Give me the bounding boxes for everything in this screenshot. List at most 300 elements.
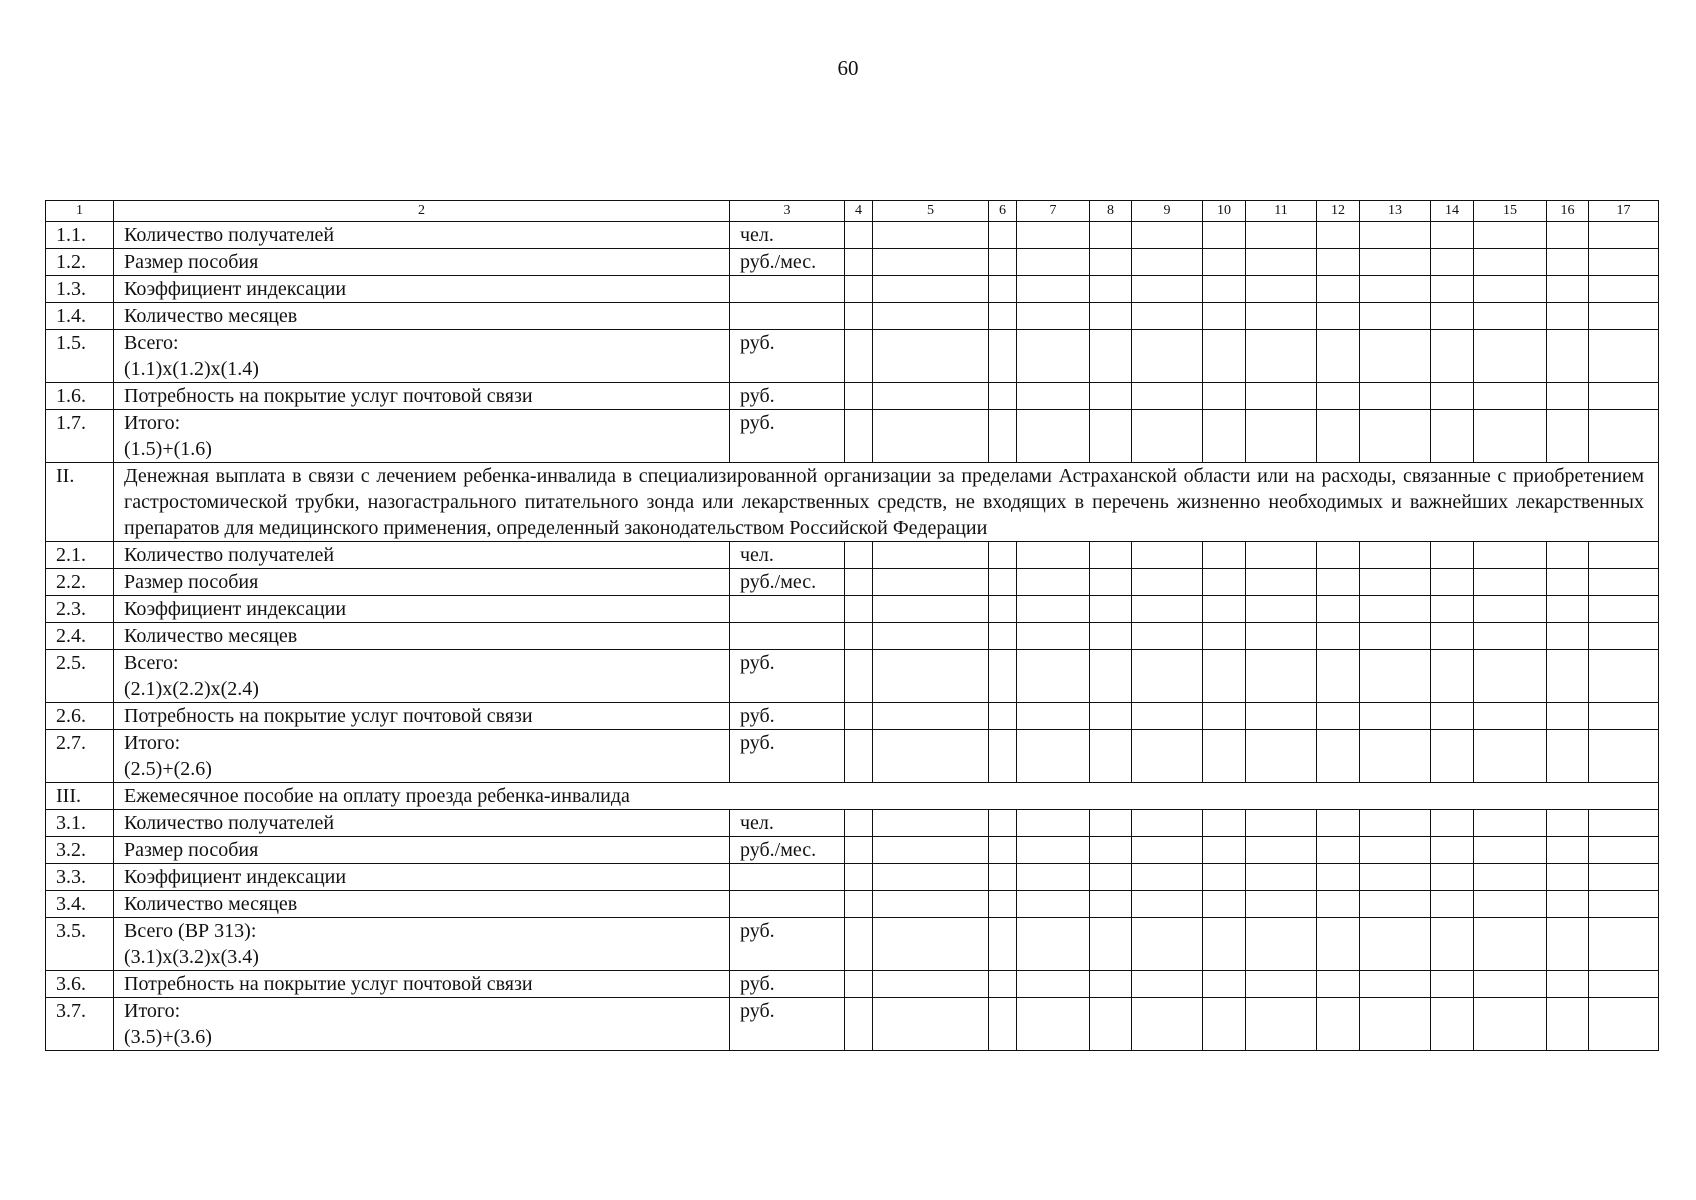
value-cell <box>989 810 1017 837</box>
value-cell <box>1017 810 1090 837</box>
value-cell <box>1360 703 1431 730</box>
value-cell <box>1547 918 1589 971</box>
value-cell <box>1246 918 1317 971</box>
value-cell <box>1360 730 1431 783</box>
value-cell <box>1360 891 1431 918</box>
value-cell <box>1017 383 1090 410</box>
row-label <box>114 276 730 303</box>
column-number: 12 <box>1317 201 1360 222</box>
value-cell <box>1317 703 1360 730</box>
value-cell <box>1317 596 1360 623</box>
value-cell <box>1474 383 1547 410</box>
value-cell <box>1132 410 1203 463</box>
value-cell <box>1360 918 1431 971</box>
value-cell <box>1360 569 1431 596</box>
column-number: 7 <box>1017 201 1090 222</box>
row-label-line: Всего: <box>124 332 179 354</box>
value-cell <box>1246 837 1317 864</box>
row-label-line: Всего (ВР 313): <box>124 920 257 942</box>
value-cell <box>1474 864 1547 891</box>
value-cell <box>845 410 873 463</box>
row-label-line: Количество месяцев <box>124 625 298 647</box>
row-label <box>114 810 730 837</box>
row-label-line: (2.1)x(2.2)x(2.4) <box>124 678 259 700</box>
value-cell <box>845 303 873 330</box>
value-cell <box>1431 596 1474 623</box>
row-number: 3.4. <box>46 891 114 918</box>
value-cell <box>1132 810 1203 837</box>
table-row <box>46 222 1659 249</box>
row-unit: руб./мес. <box>730 837 845 864</box>
value-cell <box>1203 891 1246 918</box>
value-cell <box>1431 810 1474 837</box>
row-label <box>114 650 730 703</box>
value-cell <box>1017 249 1090 276</box>
value-cell <box>989 222 1017 249</box>
value-cell <box>1474 410 1547 463</box>
value-cell <box>1589 730 1659 783</box>
value-cell <box>873 569 989 596</box>
value-cell <box>1132 971 1203 998</box>
row-number: 1.1. <box>46 222 114 249</box>
row-number: III. <box>46 783 114 810</box>
value-cell <box>873 410 989 463</box>
value-cell <box>1431 730 1474 783</box>
value-cell <box>1203 330 1246 383</box>
row-number: 3.6. <box>46 971 114 998</box>
value-cell <box>1431 891 1474 918</box>
value-cell <box>873 276 989 303</box>
value-cell <box>1589 864 1659 891</box>
value-cell <box>1474 891 1547 918</box>
value-cell <box>845 703 873 730</box>
value-cell <box>845 383 873 410</box>
row-unit: руб. <box>730 383 845 410</box>
value-cell <box>1132 569 1203 596</box>
table-row <box>46 276 1659 303</box>
row-unit: руб. <box>730 330 845 383</box>
row-label-line: Количество получателей <box>124 544 335 566</box>
value-cell <box>1132 542 1203 569</box>
column-number: 14 <box>1431 201 1474 222</box>
value-cell <box>873 623 989 650</box>
value-cell <box>1589 837 1659 864</box>
value-cell <box>1017 837 1090 864</box>
value-cell <box>1474 276 1547 303</box>
value-cell <box>1203 596 1246 623</box>
value-cell <box>989 383 1017 410</box>
value-cell <box>1317 569 1360 596</box>
value-cell <box>1017 569 1090 596</box>
value-cell <box>989 569 1017 596</box>
row-label <box>114 703 730 730</box>
value-cell <box>1246 998 1317 1051</box>
value-cell <box>1017 623 1090 650</box>
value-cell <box>1589 276 1659 303</box>
value-cell <box>873 383 989 410</box>
table-row <box>46 891 1659 918</box>
row-number: 1.6. <box>46 383 114 410</box>
value-cell <box>1317 303 1360 330</box>
value-cell <box>1474 918 1547 971</box>
value-cell <box>1017 891 1090 918</box>
value-cell <box>1246 276 1317 303</box>
value-cell <box>1547 383 1589 410</box>
table-row <box>46 249 1659 276</box>
value-cell <box>845 730 873 783</box>
row-label <box>114 330 730 383</box>
value-cell <box>1474 542 1547 569</box>
row-label <box>114 864 730 891</box>
value-cell <box>1017 971 1090 998</box>
value-cell <box>1431 222 1474 249</box>
value-cell <box>1474 810 1547 837</box>
value-cell <box>873 303 989 330</box>
value-cell <box>1132 276 1203 303</box>
row-label-line: Потребность на покрытие услуг почтовой связи <box>124 973 533 995</box>
value-cell <box>1431 383 1474 410</box>
value-cell <box>845 249 873 276</box>
table-row <box>46 410 1659 463</box>
row-number: 2.6. <box>46 703 114 730</box>
value-cell <box>1203 971 1246 998</box>
row-unit <box>730 891 845 918</box>
table-row <box>46 703 1659 730</box>
table-row <box>46 918 1659 971</box>
row-unit: руб./мес. <box>730 569 845 596</box>
value-cell <box>873 249 989 276</box>
row-label-line: Количество получателей <box>124 224 335 246</box>
value-cell <box>1431 623 1474 650</box>
value-cell <box>1246 891 1317 918</box>
value-cell <box>1017 542 1090 569</box>
value-cell <box>1431 837 1474 864</box>
value-cell <box>845 918 873 971</box>
value-cell <box>1589 891 1659 918</box>
row-unit <box>730 623 845 650</box>
value-cell <box>989 596 1017 623</box>
value-cell <box>1246 596 1317 623</box>
row-unit: руб. <box>730 918 845 971</box>
value-cell <box>845 837 873 864</box>
row-label <box>114 542 730 569</box>
value-cell <box>1090 249 1132 276</box>
value-cell <box>1547 596 1589 623</box>
value-cell <box>1090 918 1132 971</box>
value-cell <box>989 303 1017 330</box>
value-cell <box>1360 596 1431 623</box>
value-cell <box>1360 837 1431 864</box>
value-cell <box>1246 730 1317 783</box>
value-cell <box>1589 596 1659 623</box>
row-label-line: Потребность на покрытие услуг почтовой связи <box>124 705 533 727</box>
column-number: 4 <box>845 201 873 222</box>
value-cell <box>1132 730 1203 783</box>
value-cell <box>1090 730 1132 783</box>
value-cell <box>1360 303 1431 330</box>
value-cell <box>1589 623 1659 650</box>
column-number: 9 <box>1132 201 1203 222</box>
value-cell <box>1017 276 1090 303</box>
value-cell <box>873 918 989 971</box>
row-label-line: Коэффициент индексации <box>124 866 347 888</box>
value-cell <box>1132 998 1203 1051</box>
value-cell <box>989 998 1017 1051</box>
value-cell <box>1589 383 1659 410</box>
value-cell <box>1246 864 1317 891</box>
table-row <box>46 623 1659 650</box>
value-cell <box>1360 998 1431 1051</box>
value-cell <box>1431 918 1474 971</box>
value-cell <box>1547 249 1589 276</box>
value-cell <box>1017 222 1090 249</box>
section-header-row <box>46 463 1659 542</box>
value-cell <box>1246 542 1317 569</box>
row-label <box>114 383 730 410</box>
value-cell <box>989 891 1017 918</box>
row-number: 1.7. <box>46 410 114 463</box>
value-cell <box>873 891 989 918</box>
value-cell <box>989 623 1017 650</box>
value-cell <box>1431 542 1474 569</box>
row-label-line: Итого: <box>124 412 181 434</box>
row-unit: руб. <box>730 410 845 463</box>
row-number: 1.3. <box>46 276 114 303</box>
row-unit <box>730 303 845 330</box>
value-cell <box>1547 650 1589 703</box>
table-row <box>46 810 1659 837</box>
row-unit: руб. <box>730 650 845 703</box>
row-label-line: (2.5)+(2.6) <box>124 758 212 780</box>
value-cell <box>1317 730 1360 783</box>
value-cell <box>1017 330 1090 383</box>
value-cell <box>989 650 1017 703</box>
row-number: 2.4. <box>46 623 114 650</box>
value-cell <box>1431 703 1474 730</box>
value-cell <box>1090 383 1132 410</box>
value-cell <box>1317 383 1360 410</box>
value-cell <box>989 864 1017 891</box>
value-cell <box>1017 650 1090 703</box>
section-header-row <box>46 783 1659 810</box>
value-cell <box>1431 303 1474 330</box>
value-cell <box>1431 998 1474 1051</box>
table-row <box>46 864 1659 891</box>
row-label-line: Размер пособия <box>124 571 259 593</box>
value-cell <box>1132 383 1203 410</box>
value-cell <box>1474 596 1547 623</box>
value-cell <box>1090 971 1132 998</box>
row-label <box>114 569 730 596</box>
value-cell <box>1474 222 1547 249</box>
row-label <box>114 222 730 249</box>
value-cell <box>1017 730 1090 783</box>
value-cell <box>1589 703 1659 730</box>
row-label-line: Всего: <box>124 652 179 674</box>
value-cell <box>1360 810 1431 837</box>
value-cell <box>1547 730 1589 783</box>
value-cell <box>1547 276 1589 303</box>
value-cell <box>1474 837 1547 864</box>
value-cell <box>873 998 989 1051</box>
value-cell <box>1474 569 1547 596</box>
row-label-line: Количество получателей <box>124 812 335 834</box>
value-cell <box>1360 971 1431 998</box>
value-cell <box>1547 891 1589 918</box>
value-cell <box>873 971 989 998</box>
value-cell <box>1589 249 1659 276</box>
row-label <box>114 623 730 650</box>
value-cell <box>1246 383 1317 410</box>
row-number: 1.2. <box>46 249 114 276</box>
value-cell <box>1132 891 1203 918</box>
value-cell <box>1317 837 1360 864</box>
value-cell <box>1431 330 1474 383</box>
value-cell <box>989 410 1017 463</box>
value-cell <box>1132 222 1203 249</box>
value-cell <box>845 596 873 623</box>
value-cell <box>1360 864 1431 891</box>
column-number: 6 <box>989 201 1017 222</box>
row-number: 2.3. <box>46 596 114 623</box>
value-cell <box>873 330 989 383</box>
column-number: 1 <box>46 201 114 222</box>
value-cell <box>1589 410 1659 463</box>
row-number: 3.1. <box>46 810 114 837</box>
table-row <box>46 998 1659 1051</box>
row-unit <box>730 276 845 303</box>
value-cell <box>1132 303 1203 330</box>
row-unit: чел. <box>730 810 845 837</box>
value-cell <box>1132 918 1203 971</box>
row-label <box>114 249 730 276</box>
value-cell <box>1547 810 1589 837</box>
row-label <box>114 891 730 918</box>
value-cell <box>1547 623 1589 650</box>
value-cell <box>845 330 873 383</box>
value-cell <box>845 222 873 249</box>
column-number: 11 <box>1246 201 1317 222</box>
value-cell <box>873 837 989 864</box>
value-cell <box>845 810 873 837</box>
value-cell <box>1132 596 1203 623</box>
value-cell <box>1203 569 1246 596</box>
value-cell <box>989 542 1017 569</box>
table-row <box>46 650 1659 703</box>
row-label <box>114 998 730 1051</box>
row-label <box>114 303 730 330</box>
value-cell <box>1203 810 1246 837</box>
value-cell <box>1317 222 1360 249</box>
value-cell <box>989 276 1017 303</box>
value-cell <box>1203 276 1246 303</box>
value-cell <box>1589 650 1659 703</box>
row-number: 3.2. <box>46 837 114 864</box>
row-label <box>114 837 730 864</box>
value-cell <box>1317 971 1360 998</box>
value-cell <box>1360 330 1431 383</box>
row-unit <box>730 596 845 623</box>
value-cell <box>1203 303 1246 330</box>
row-label-line: Количество месяцев <box>124 305 298 327</box>
row-label <box>114 410 730 463</box>
row-number: II. <box>46 463 114 542</box>
value-cell <box>1547 971 1589 998</box>
value-cell <box>873 542 989 569</box>
value-cell <box>1474 623 1547 650</box>
value-cell <box>873 730 989 783</box>
value-cell <box>1246 650 1317 703</box>
value-cell <box>1132 837 1203 864</box>
value-cell <box>1589 303 1659 330</box>
value-cell <box>1132 330 1203 383</box>
value-cell <box>1203 864 1246 891</box>
row-label-line: (3.1)x(3.2)x(3.4) <box>124 946 259 968</box>
value-cell <box>989 703 1017 730</box>
value-cell <box>845 891 873 918</box>
row-unit <box>730 864 845 891</box>
page-number: 60 <box>837 56 859 80</box>
value-cell <box>1547 542 1589 569</box>
value-cell <box>1317 810 1360 837</box>
value-cell <box>1431 249 1474 276</box>
column-number: 15 <box>1474 201 1547 222</box>
row-unit: чел. <box>730 542 845 569</box>
value-cell <box>1589 330 1659 383</box>
value-cell <box>989 249 1017 276</box>
value-cell <box>989 918 1017 971</box>
value-cell <box>1132 623 1203 650</box>
value-cell <box>1474 971 1547 998</box>
table-row <box>46 383 1659 410</box>
value-cell <box>1547 303 1589 330</box>
value-cell <box>1246 249 1317 276</box>
value-cell <box>1203 703 1246 730</box>
value-cell <box>1589 918 1659 971</box>
value-cell <box>989 330 1017 383</box>
row-label <box>114 971 730 998</box>
value-cell <box>1317 864 1360 891</box>
table-row <box>46 837 1659 864</box>
value-cell <box>1317 330 1360 383</box>
row-unit: руб. <box>730 730 845 783</box>
value-cell <box>1203 650 1246 703</box>
value-cell <box>1547 703 1589 730</box>
value-cell <box>1474 303 1547 330</box>
value-cell <box>1090 330 1132 383</box>
value-cell <box>1090 569 1132 596</box>
value-cell <box>1317 249 1360 276</box>
value-cell <box>1132 650 1203 703</box>
value-cell <box>1090 703 1132 730</box>
row-label-line: Размер пособия <box>124 251 259 273</box>
value-cell <box>1017 596 1090 623</box>
value-cell <box>1317 891 1360 918</box>
column-number: 10 <box>1203 201 1246 222</box>
value-cell <box>1090 837 1132 864</box>
value-cell <box>1360 542 1431 569</box>
row-label-line: Потребность на покрытие услуг почтовой связи <box>124 385 533 407</box>
value-cell <box>1360 623 1431 650</box>
table-row <box>46 596 1659 623</box>
value-cell <box>1317 276 1360 303</box>
value-cell <box>1547 410 1589 463</box>
value-cell <box>1203 837 1246 864</box>
value-cell <box>1360 249 1431 276</box>
value-cell <box>1360 410 1431 463</box>
row-unit: руб. <box>730 971 845 998</box>
value-cell <box>1017 998 1090 1051</box>
